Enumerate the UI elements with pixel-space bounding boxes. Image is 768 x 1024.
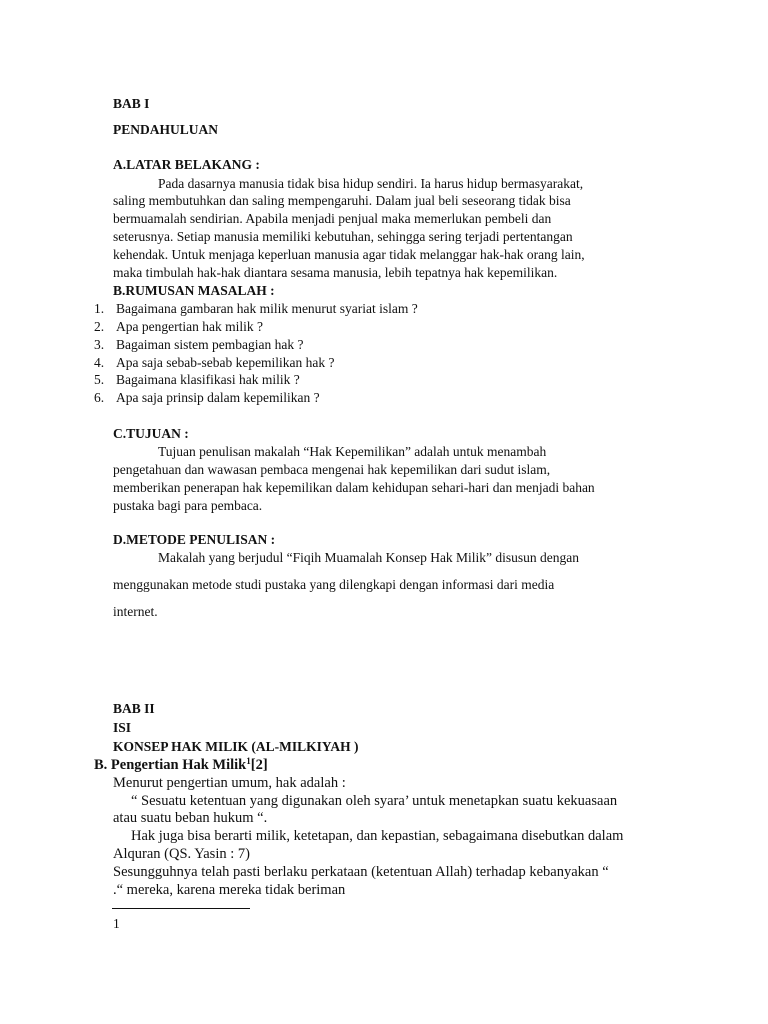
footnote-divider	[112, 908, 250, 909]
list-number: 2.	[94, 319, 105, 334]
paragraph-line: menggunakan metode studi pustaka yang dilengkapi dengan informasi dari media	[113, 577, 555, 592]
paragraph-line: Sesungguhnya telah pasti berlaku perkataan (ketentuan Allah) terhadap kebanyakan “	[113, 864, 609, 880]
paragraph-line: bermuamalah sendirian. Apabila menjadi penjual maka memerlukan pembeli dan	[113, 211, 552, 226]
paragraph-line: memberikan penerapan hak kepemilikan dalam kehidupan sehari-hari dan menjadi bahan	[113, 480, 595, 495]
section-heading-rumusan: B.RUMUSAN MASALAH :	[113, 283, 275, 298]
list-item: Bagaiman sistem pembagian hak ?	[116, 337, 304, 352]
paragraph-line: Tujuan penulisan makalah “Hak Kepemilikan” adalah untuk menambah	[158, 444, 547, 459]
list-number: 1.	[94, 301, 105, 316]
paragraph-line: saling membutuhkan dan saling mempengaruhi. Dalam jual beli seseorang tidak bisa	[113, 193, 571, 208]
list-number: 5.	[94, 372, 105, 387]
paragraph-line: kehendak. Untuk menjaga keperluan manusia agar tidak melanggar hak-hak orang lain,	[113, 247, 585, 262]
paragraph-line: Hak juga bisa berarti milik, ketetapan, dan kepastian, sebagaimana disebutkan dalam	[131, 828, 624, 844]
paragraph-line: Makalah yang berjudul “Fiqih Muamalah Konsep Hak Milik” disusun dengan	[158, 550, 580, 565]
paragraph-line: atau suatu beban hukum “.	[113, 810, 268, 826]
paragraph-line: Menurut pengertian umum, hak adalah :	[113, 775, 346, 791]
paragraph-line: Alquran (QS. Yasin : 7)	[113, 846, 250, 862]
section-title: Pengertian Hak Milik	[110, 757, 247, 773]
list-number: 4.	[94, 355, 105, 370]
reference-link[interactable]: [2]	[250, 757, 268, 773]
chapter-title: BAB I	[113, 96, 150, 111]
paragraph-line: pustaka bagi para pembaca.	[113, 498, 263, 513]
section-heading-pengertian	[94, 756, 268, 774]
chapter-subtitle-2: ISI	[113, 720, 132, 735]
section-heading-metode: D.METODE PENULISAN :	[113, 532, 276, 547]
chapter-subtitle: PENDAHULUAN	[113, 122, 219, 137]
list-item: Apa saja sebab-sebab kepemilikan hak ?	[116, 355, 335, 370]
footnote-ref[interactable]: 1	[246, 756, 251, 766]
list-item: Apa pengertian hak milik ?	[116, 319, 263, 334]
list-item: Bagaimana klasifikasi hak milik ?	[116, 372, 300, 387]
list-item: Apa saja prinsip dalam kepemilikan ?	[116, 390, 320, 405]
paragraph-line: maka timbulah hak-hak diantara sesama manusia, lebih tepatnya hak kepemilikan.	[113, 265, 558, 280]
chapter-title-2: BAB II	[113, 701, 155, 716]
section-heading-tujuan: C.TUJUAN :	[113, 426, 189, 441]
paragraph-line: “ Sesuatu ketentuan yang digunakan oleh syara’ untuk menetapkan suatu kekuasaan	[131, 793, 618, 809]
paragraph-line: .“ mereka, karena mereka tidak beriman	[113, 882, 346, 898]
list-item: Bagaimana gambaran hak milik menurut syariat islam ?	[116, 301, 418, 316]
list-number: 3.	[94, 337, 105, 352]
section-letter: B.	[94, 757, 108, 773]
paragraph-line: seterusnya. Setiap manusia memiliki kebutuhan, sehingga sering terjadi pertentangan	[113, 229, 573, 244]
paragraph-line: Pada dasarnya manusia tidak bisa hidup sendiri. Ia harus hidup bermasyarakat,	[158, 176, 584, 191]
footnote-number: 1	[113, 916, 120, 931]
paragraph-line: internet.	[113, 604, 158, 619]
concept-heading: KONSEP HAK MILIK (AL-MILKIYAH )	[113, 739, 359, 754]
section-heading-latar: A.LATAR BELAKANG :	[113, 157, 260, 172]
paragraph-line: pengetahuan dan wawasan pembaca mengenai hak kepemilikan dari sudut islam,	[113, 462, 551, 477]
list-number: 6.	[94, 390, 105, 405]
